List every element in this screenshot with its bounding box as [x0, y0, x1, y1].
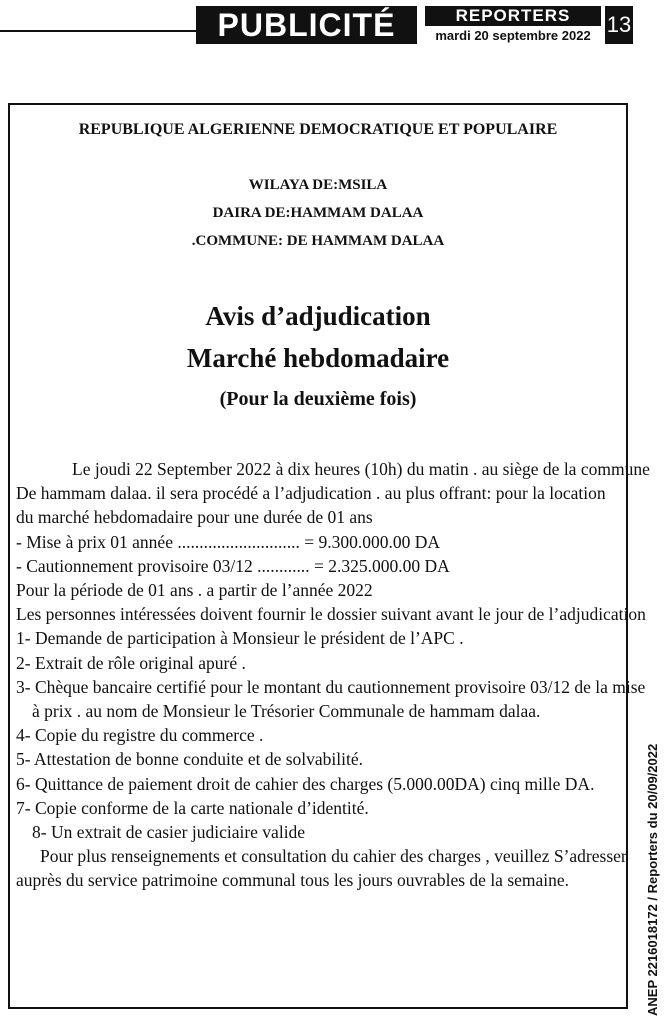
newspaper-name: REPORTERS: [425, 6, 601, 26]
list-item: 5- Attestation de bonne conduite et de solvabilité.: [16, 749, 364, 770]
wilaya-line: WILAYA DE:MSILA: [248, 177, 388, 193]
anep-stamp: ANEP 2216018172 / Reporters du 20/09/2022: [645, 743, 660, 1016]
body-line: - Mise à prix 01 année ............................ = 9.300.000.00 DA: [16, 531, 440, 552]
body-line: De hammam dalaa. il sera procédé a l’adjudication . au plus offrant: pour la location: [16, 483, 606, 504]
body-line: du marché hebdomadaire pour une durée de 01 ans: [16, 507, 373, 528]
notice-frame: [8, 103, 650, 1009]
list-item: 2- Extrait de rôle original apuré .: [16, 652, 246, 673]
notice-body: [16, 457, 650, 893]
body-line: Le joudi 22 September 2022 à dix heures (10h) du matin . au siège de la commune: [72, 459, 650, 479]
body-line: Pour plus renseignements et consultation du cahier des charges , veuillez S’adresser: [40, 846, 627, 867]
list-item: 6- Quittance de paiement droit de cahier des charges (5.000.00DA) cinq mille DA.: [16, 773, 595, 794]
list-item: 1- Demande de participation à Monsieur le président de l’APC .: [16, 628, 464, 649]
list-item: 8- Un extrait de casier judiciaire valide: [32, 822, 306, 843]
body-line: Les personnes intéressées doivent fournir le dossier suivant avant le jour de l’adjudication: [16, 604, 646, 625]
republic-heading: REPUBLIQUE ALGERIENNE DEMOCRATIQUE ET POPULAIRE: [78, 121, 558, 138]
issue-date: mardi 20 septembre 2022: [435, 28, 591, 43]
list-item: 3- Chèque bancaire certifié pour le montant du cautionnement provisoire 03/12 de la mise: [16, 676, 646, 697]
header-rule: [0, 30, 200, 32]
notice-title: Avis d’adjudication: [205, 301, 431, 331]
notice-note: (Pour la deuxième fois): [219, 388, 417, 410]
commune-line: .COMMUNE: DE HAMMAM DALAA: [191, 233, 445, 249]
daira-line: DAIRA DE:HAMMAM DALAA: [212, 205, 424, 221]
list-item-continuation: à prix . au nom de Monsieur le Trésorier Communale de hammam dalaa.: [32, 701, 541, 722]
body-line: - Cautionnement provisoire 03/12 ............ = 2.325.000.00 DA: [16, 555, 450, 576]
body-line: auprès du service patrimoine communal tous les jours ouvrables de la semaine.: [16, 870, 570, 891]
body-line: Pour la période de 01 ans . a partir de l’année 2022: [16, 580, 373, 601]
notice-subtitle: Marché hebdomadaire: [186, 343, 450, 373]
list-item: 7- Copie conforme de la carte nationale d’identité.: [16, 797, 369, 818]
list-item: 4- Copie du registre du commerce .: [16, 725, 264, 746]
page-number: 13: [605, 6, 633, 44]
section-title: PUBLICITÉ: [196, 6, 417, 44]
newspaper-masthead: [425, 6, 601, 44]
